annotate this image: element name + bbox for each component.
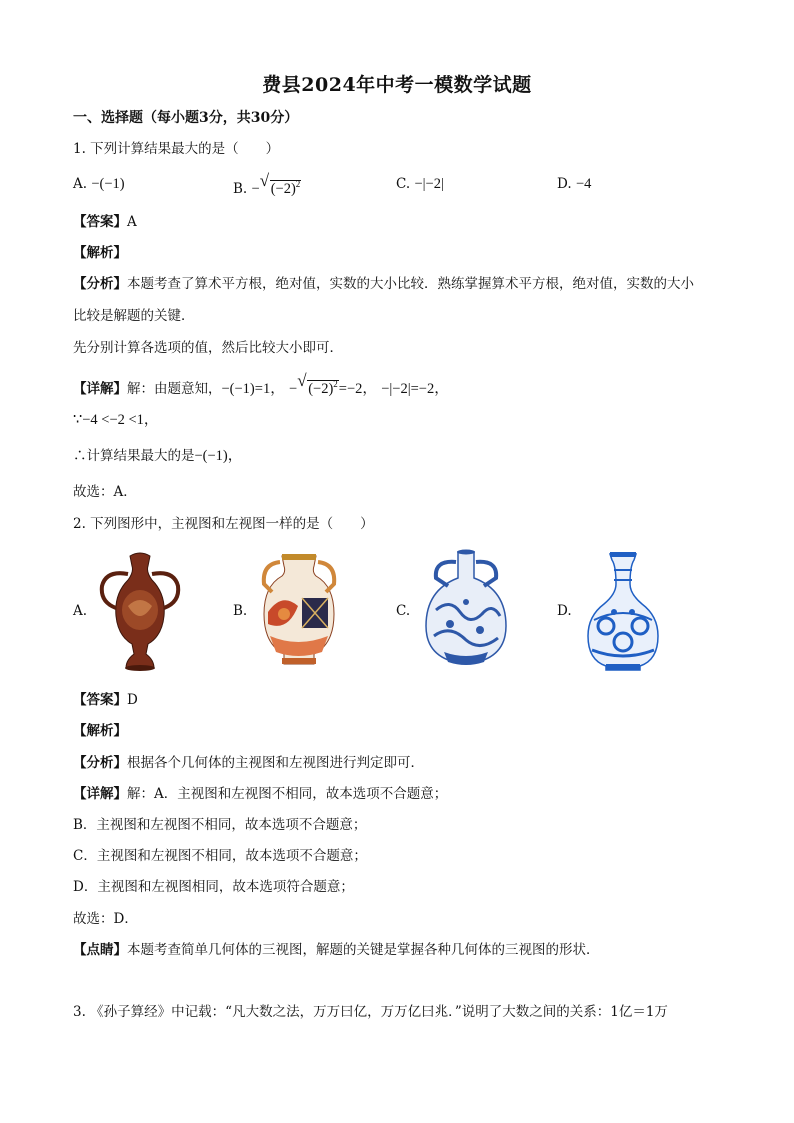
- q2-dianjing: 【点睛】本题考查简单几何体的三视图，解题的关键是掌握各种几何体的三视图的形状．: [73, 942, 600, 958]
- sqrt-symbol: √ $(-2)^2$: [259, 171, 301, 197]
- q1-option-d: D. −4: [557, 176, 592, 192]
- q2-detail: 【详解】解：A．主视图和左视图不相同，故本选项不合题意；: [73, 786, 448, 802]
- vase-d-image: [584, 550, 662, 674]
- page-title: 费县2024年中考一模数学试题: [262, 74, 532, 96]
- q1-analysis-tag: 【解析】: [73, 245, 127, 261]
- sqrt-symbol: √ $(-2)^2$: [297, 371, 338, 397]
- q1-detail-line4: 故选：A．: [73, 484, 137, 500]
- q2-fenxi: 【分析】根据各个几何体的主视图和左视图进行判定即可．: [73, 755, 424, 771]
- question-2-stem: 2. 下列图形中，主视图和左视图一样的是（ ）: [73, 516, 374, 532]
- q2-label-d: D.: [557, 603, 572, 619]
- q1-option-c: C. −|−2|: [396, 176, 444, 192]
- question-1-stem: 1. 下列计算结果最大的是（ ）: [73, 141, 280, 157]
- vase-a-image: [92, 550, 188, 672]
- q1-option-b: B. − √ $(-2)^2$: [233, 171, 301, 197]
- question-3-stem: 3. 《孙子算经》中记载：“凡大数之法，万万曰亿，万万亿曰兆．”说明了大数之间的关系：1亿＝1万: [73, 1004, 668, 1020]
- q1-detail-line3: ∴计算结果最大的是−(−1)，: [73, 448, 243, 464]
- q1-fenxi-line2: 比较是解题的关键．: [73, 308, 195, 324]
- q2-answer: 【答案】D: [73, 692, 138, 708]
- q2-detail-line5: 故选：D．: [73, 911, 138, 927]
- q2-detail-line2: B．主视图和左视图不相同，故本选项不合题意；: [73, 817, 367, 833]
- vase-c-image: [420, 548, 512, 672]
- q2-label-c: C.: [396, 603, 411, 619]
- q2-analysis-tag: 【解析】: [73, 723, 127, 739]
- q1-fenxi: 【分析】本题考查了算术平方根，绝对值，实数的大小比较．熟练掌握算术平方根，绝对值，实数的大小: [73, 276, 694, 292]
- q2-detail-line3: C．主视图和左视图不相同，故本选项不合题意；: [73, 848, 367, 864]
- q2-label-a: A.: [73, 603, 88, 619]
- q1-fenxi-line3: 先分别计算各选项的值，然后比较大小即可．: [73, 340, 343, 356]
- vase-b-image: [258, 552, 340, 670]
- q1-option-a: A. −(−1): [73, 176, 125, 192]
- q1-detail-line2: ∵−4 <−2 <1，: [73, 412, 159, 428]
- q1-answer: 【答案】A: [73, 214, 137, 230]
- section-heading: 一、选择题（每小题3分，共30分）: [73, 110, 299, 126]
- q1-detail: 【详解】解：由题意知，−(−1)=1， − √ $(-2)^2=-2$， −|−2|=−2，: [73, 371, 449, 397]
- q2-detail-line4: D．主视图和左视图相同，故本选项符合题意；: [73, 879, 354, 895]
- q2-label-b: B.: [233, 603, 248, 619]
